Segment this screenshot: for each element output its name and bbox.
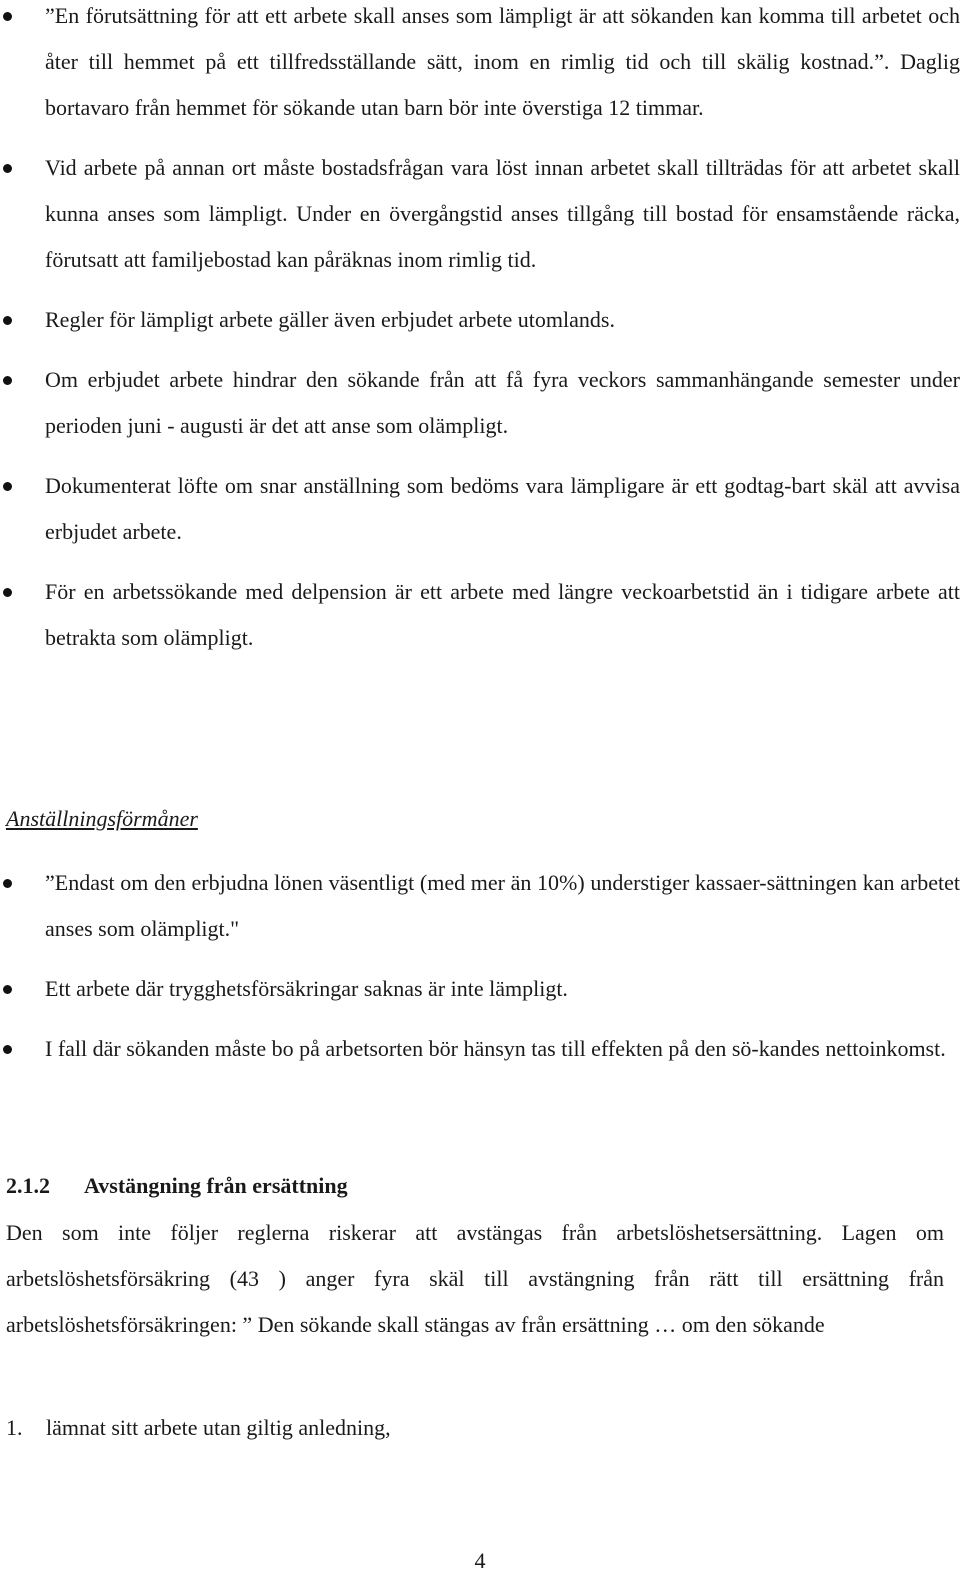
bullet-icon (3, 376, 12, 385)
numbered-list-item (6, 1412, 391, 1444)
bullet-icon (3, 12, 12, 21)
list-item-text: ”En förutsättning för att ett arbete skall anses som lämpligt är att sökanden kan komma till arbetet och åter till hemmet på ett tillfredsställande sätt, inom en rimlig tid och till skälig kostnad.”. Daglig bortavaro från hemmet för sökande utan barn bör inte överstiga 12 timmar. (45, 3, 960, 120)
subsection-heading (6, 1170, 348, 1202)
list-item-text: I fall där sökanden måste bo på arbetsorten bör hänsyn tas till effekten på den sö-kandes nettoinkomst. (45, 1036, 946, 1061)
list-item (0, 463, 960, 555)
subsection-title: Avstängning från ersättning (84, 1173, 348, 1198)
list-item-text: Regler för lämpligt arbete gäller även erbjudet arbete utomlands. (45, 307, 615, 332)
list-item (0, 966, 960, 1012)
page-number: 4 (474, 1548, 486, 1573)
list-item-text: För en arbetssökande med delpension är ett arbete med längre veckoarbetstid än i tidigare arbete att betrakta som olämpligt. (45, 579, 960, 650)
numbered-item-number: 1. (6, 1415, 23, 1440)
bullet-list-suitable-work (0, 0, 960, 661)
list-item-text: ”Endast om den erbjudna lönen väsentligt (med mer än 10%) understiger kassaer-sättningen kan arbetet anses som olämpligt." (45, 870, 960, 941)
list-item-text: Vid arbete på annan ort måste bostadsfrågan vara löst innan arbetet skall tillträdas för att arbetet skall kunna anses som lämpligt. Under en övergångstid anses tillgång till bostad för ensamstående räcka, förutsatt att familjebostad kan påräknas inom rimlig tid. (45, 155, 960, 272)
body-paragraph: Den som inte följer reglerna riskerar att avstängas från arbetslöshetsersättning. Lagen om arbetslöshetsförsäkring (43 ) anger fyra skäl till avstängning från rätt till ersättning från arbetslöshetsförsäkringen: ” Den sökande skall stängas av från ersättning … om den sökande (6, 1220, 944, 1337)
subsection-number: 2.1.2 (6, 1173, 50, 1198)
bullet-icon (3, 482, 12, 491)
bullet-icon (3, 164, 12, 173)
bullet-icon (3, 985, 12, 994)
list-item-text: Om erbjudet arbete hindrar den sökande från att få fyra veckors sammanhängande semester under perioden juni - augusti är det att anse som olämpligt. (45, 367, 960, 438)
numbered-item-text: lämnat sitt arbete utan giltig anledning, (46, 1415, 391, 1440)
list-item (0, 145, 960, 283)
list-item-text: Dokumenterat löfte om snar anställning som bedöms vara lämpligare är ett godtag-bart skäl att avvisa erbjudet arbete. (45, 473, 960, 544)
list-item-text: Ett arbete där trygghetsförsäkringar saknas är inte lämpligt. (45, 976, 568, 1001)
list-item (0, 357, 960, 449)
section-heading: Anställningsförmåner (6, 806, 198, 831)
bullet-list-benefits (0, 860, 960, 1072)
bullet-icon (3, 588, 12, 597)
list-item (0, 569, 960, 661)
list-item (0, 0, 960, 131)
bullet-icon (3, 1045, 12, 1054)
bullet-icon (3, 316, 12, 325)
list-item (0, 860, 960, 952)
list-item (0, 1026, 960, 1072)
bullet-icon (3, 879, 12, 888)
list-item (0, 297, 960, 343)
